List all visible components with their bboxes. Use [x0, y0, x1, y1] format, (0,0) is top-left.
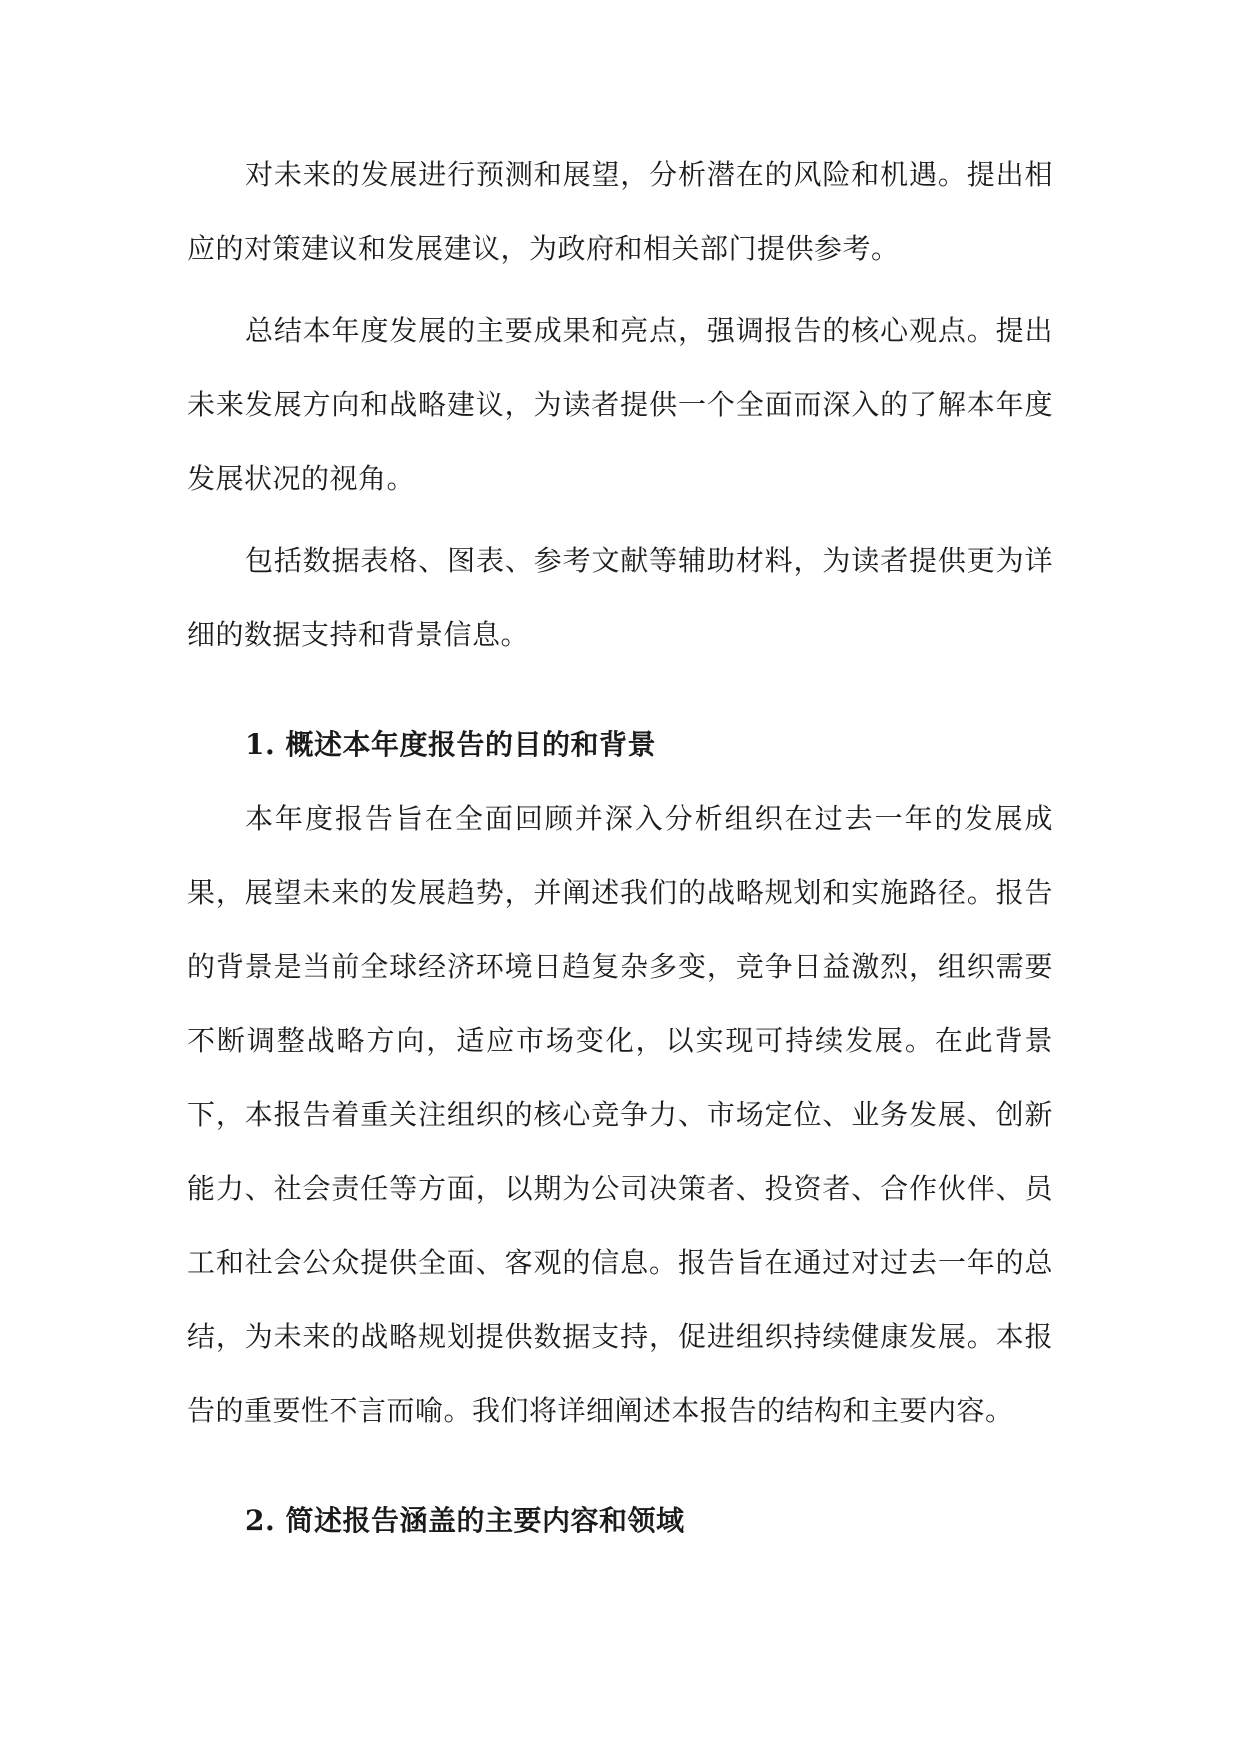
section-heading-1: 1. 概述本年度报告的目的和背景	[245, 728, 656, 761]
section-heading-2: 2. 简述报告涵盖的主要内容和领域	[245, 1504, 685, 1537]
document-body	[187, 138, 1053, 1558]
paragraph-appendix: 包括数据表格、图表、参考文献等辅助材料，为读者提供更为详细的数据支持和背景信息。	[187, 544, 1053, 651]
paragraph-outlook: 对未来的发展进行预测和展望，分析潜在的风险和机遇。提出相应的对策建议和发展建议，为政府和相关部门提供参考。	[187, 158, 1053, 265]
paragraph-summary: 总结本年度发展的主要成果和亮点，强调报告的核心观点。提出未来发展方向和战略建议，为读者提供一个全面而深入的了解本年度发展状况的视角。	[187, 314, 1053, 495]
paragraph-purpose-background: 本年度报告旨在全面回顾并深入分析组织在过去一年的发展成果，展望未来的发展趋势，并阐述我们的战略规划和实施路径。报告的背景是当前全球经济环境日趋复杂多变，竞争日益激烈，组织需要不断调整战略方向，适应市场变化，以实现可持续发展。在此背景下，本报告着重关注组织的核心竞争力、市场定位、业务发展、创新能力、社会责任等方面，以期为公司决策者、投资者、合作伙伴、员工和社会公众提供全面、客观的信息。报告旨在通过对过去一年的总结，为未来的战略规划提供数据支持，促进组织持续健康发展。本报告的重要性不言而喻。我们将详细阐述本报告的结构和主要内容。	[187, 802, 1053, 1427]
